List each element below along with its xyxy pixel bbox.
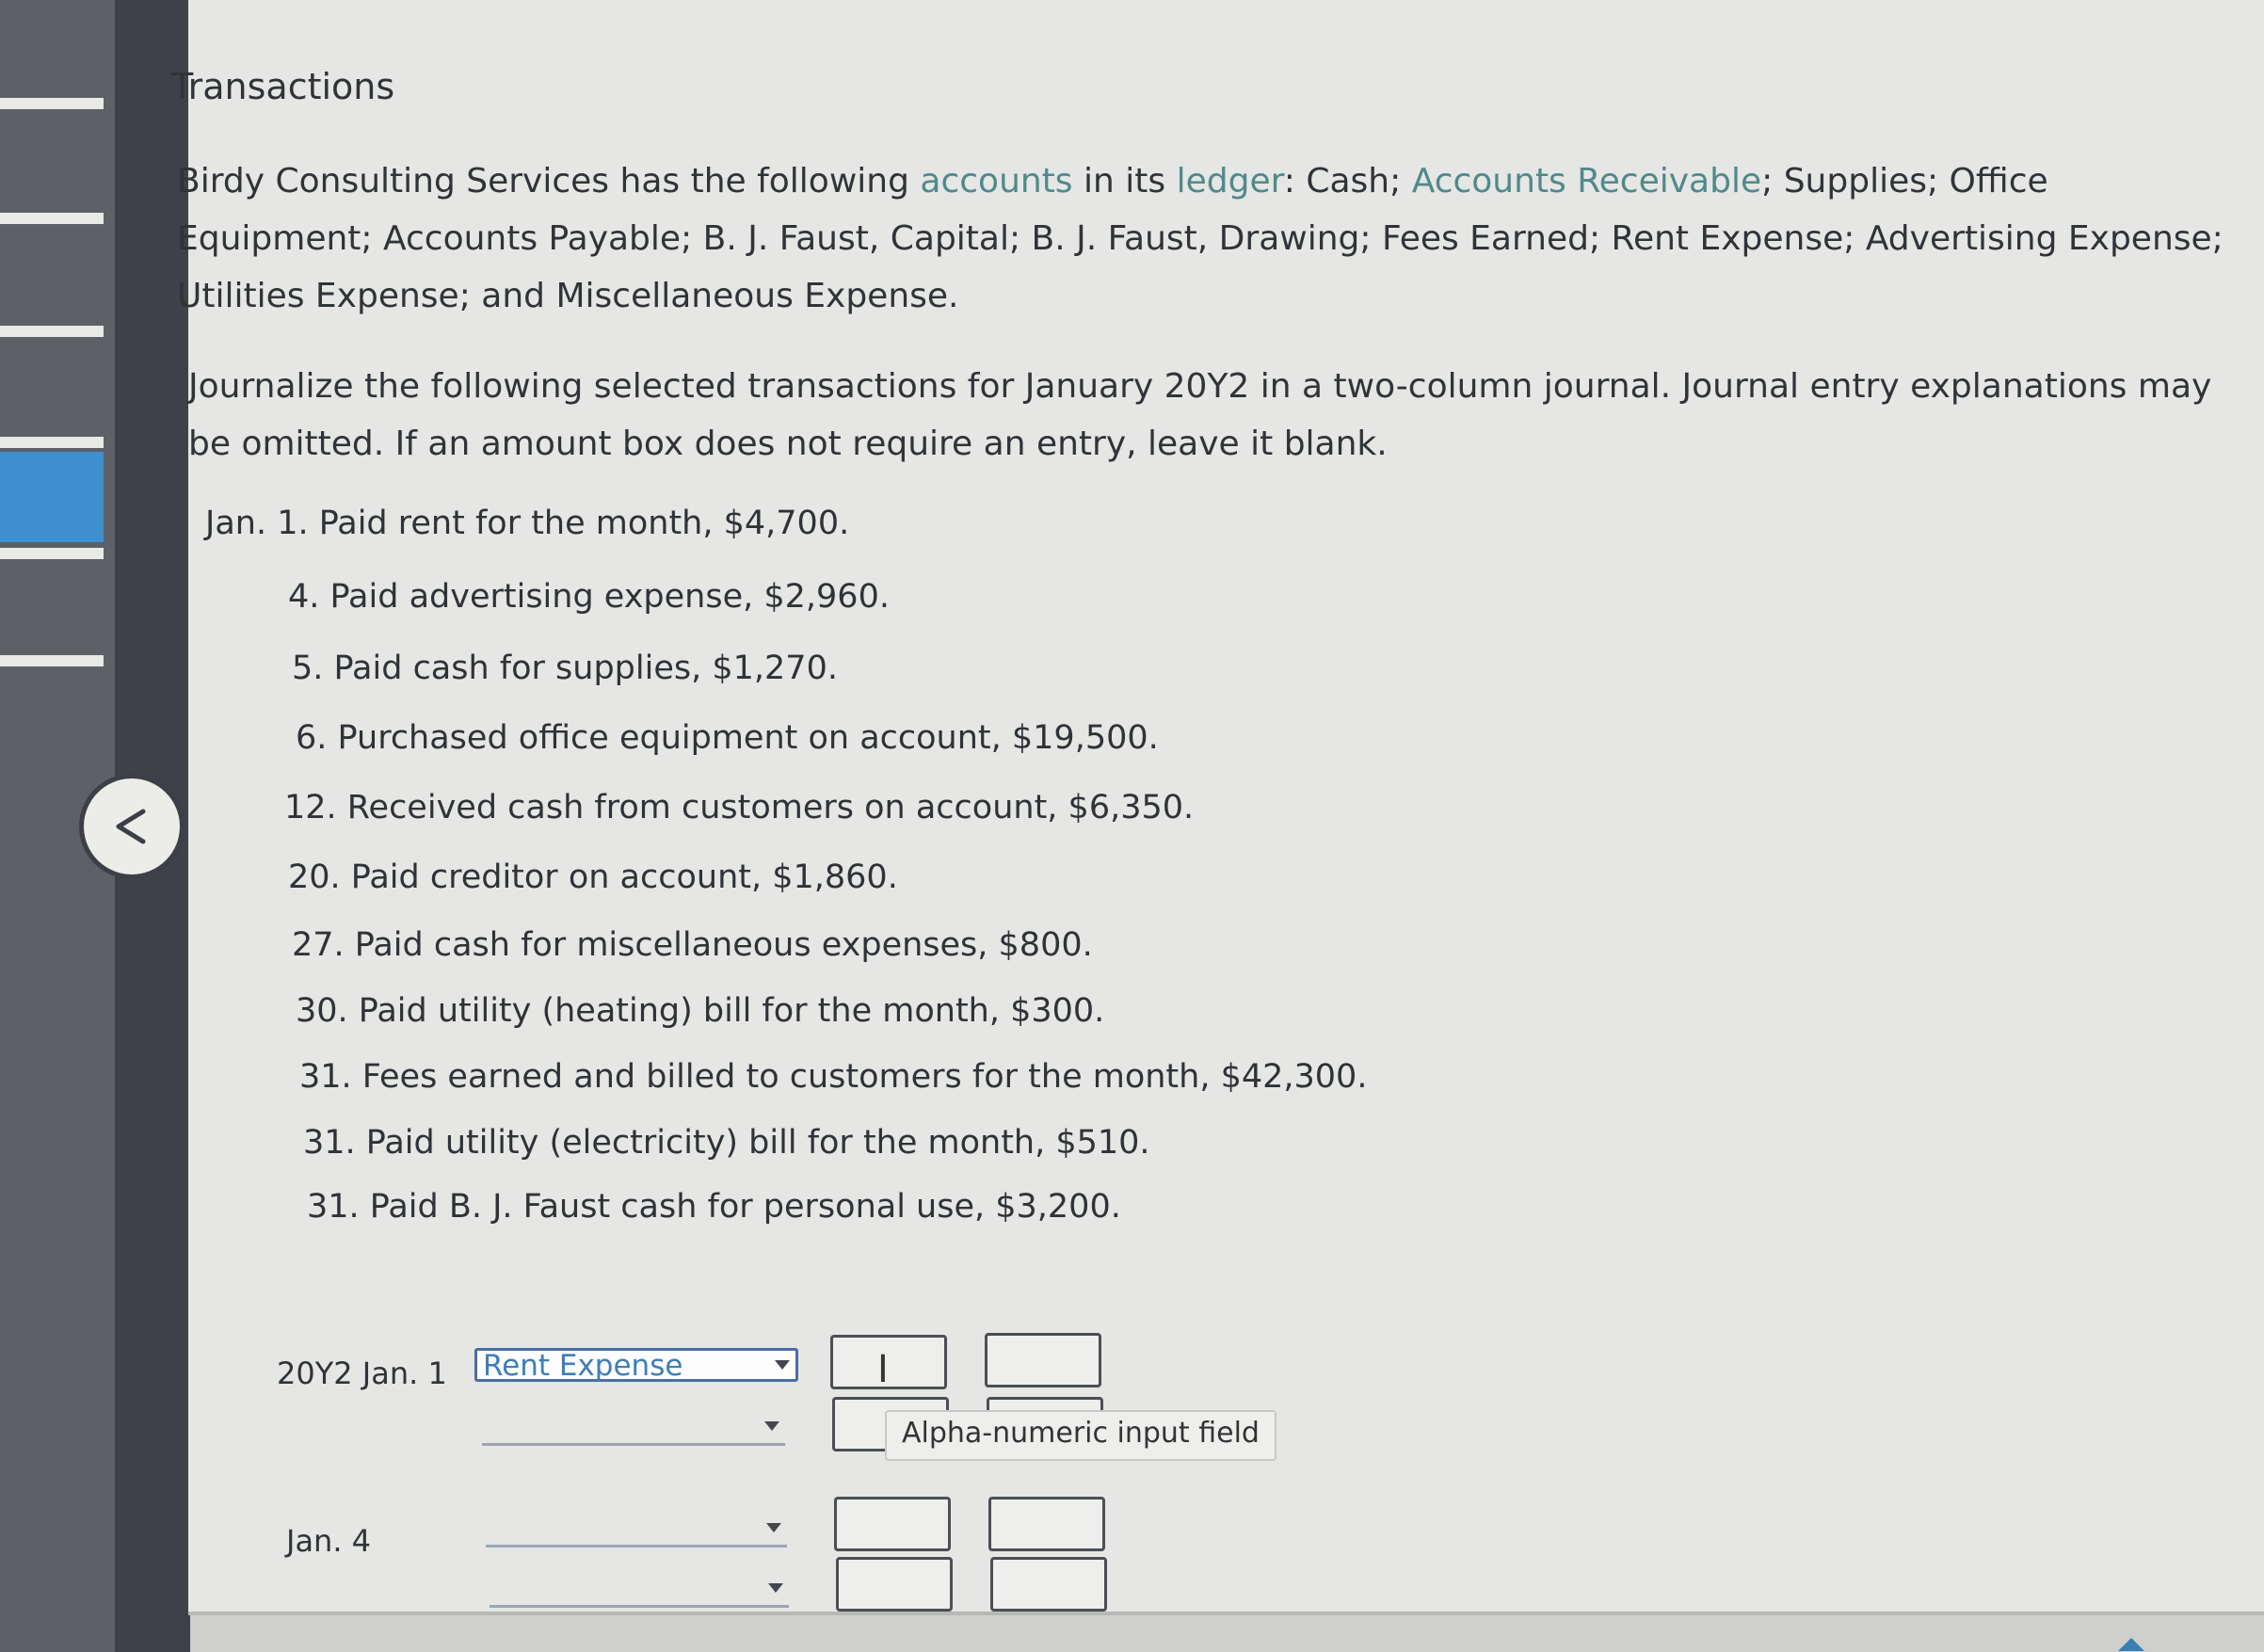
account-select-jan4-debit[interactable] [486,1514,787,1548]
intro-paragraph [177,152,2248,325]
credit-amount-input[interactable] [985,1333,1101,1387]
list-item: 31. Paid utility (electricity) bill for the month, $510. [303,1124,1150,1162]
rail-stripe [0,98,104,109]
intro-text: ; Supplies; Office Equipment; Accounts Payable; B. J. Faust, Capital; B. J. Faust, Drawing; Fees Earned; Rent Expense; Advertising Expense; Utilities Expense; and Miscellaneous Expense. [177,162,2224,315]
page-title: Transactions [171,66,395,107]
list-item: 12. Received cash from customers on account, $6,350. [284,789,1195,826]
rail-stripe [0,437,104,448]
rail-stripe [0,548,104,559]
credit-amount-input[interactable] [990,1557,1107,1612]
journal-date-jan-4: Jan. 4 [286,1523,372,1559]
chevron-down-icon [768,1583,783,1593]
scroll-indicator-icon [2118,1638,2144,1651]
input-tooltip: Alpha-numeric input field [885,1410,1277,1461]
intro-text: : Cash; [1283,162,1412,200]
ledger-link[interactable]: ledger [1176,162,1284,200]
debit-amount-input[interactable] [836,1557,953,1612]
debit-amount-input[interactable] [830,1335,947,1389]
selected-account: Rent Expense [483,1349,683,1383]
account-select-jan4-credit[interactable] [490,1574,789,1608]
list-item: 4. Paid advertising expense, $2,960. [288,578,890,616]
chevron-down-icon [764,1421,779,1431]
list-item: 5. Paid cash for supplies, $1,270. [292,650,838,687]
chevron-left-icon [107,802,156,851]
list-item: 31. Fees earned and billed to customers for the month, $42,300. [299,1058,1368,1096]
account-select-jan1-credit[interactable] [482,1412,785,1446]
rail-stripe [0,326,104,337]
chevron-down-icon [775,1360,790,1370]
list-item: 27. Paid cash for miscellaneous expenses, $800. [292,926,1093,964]
intro-text: in its [1072,162,1177,200]
list-item: 6. Purchased office equipment on account, $19,500. [296,719,1159,757]
list-item: 30. Paid utility (heating) bill for the month, $300. [296,992,1105,1030]
debit-amount-input[interactable] [834,1497,951,1551]
rail-stripe [0,213,104,224]
journal-date-jan-1: 20Y2 Jan. 1 [277,1355,447,1391]
accounts-receivable-link[interactable]: Accounts Receivable [1411,162,1762,200]
account-select-jan1-debit[interactable] [474,1348,798,1382]
rail-active-indicator [0,452,104,542]
list-item: 31. Paid B. J. Faust cash for personal use, $3,200. [307,1188,1121,1226]
intro-text: Birdy Consulting Services has the following [177,162,921,200]
chevron-down-icon [766,1523,781,1532]
accounts-link[interactable]: accounts [920,162,1073,200]
rail-stripe [0,655,104,666]
instructions-paragraph: Journalize the following selected transactions for January 20Y2 in a two-column journal. Journal entry explanations may be omitted. If an amount box does not require an entry, leave it blank. [188,367,2212,463]
list-item: Jan. 1. Paid rent for the month, $4,700. [205,505,850,542]
list-item: 20. Paid creditor on account, $1,860. [288,858,898,896]
text-cursor-icon: I [877,1348,889,1391]
back-button[interactable] [79,774,185,879]
credit-amount-input[interactable] [988,1497,1105,1551]
